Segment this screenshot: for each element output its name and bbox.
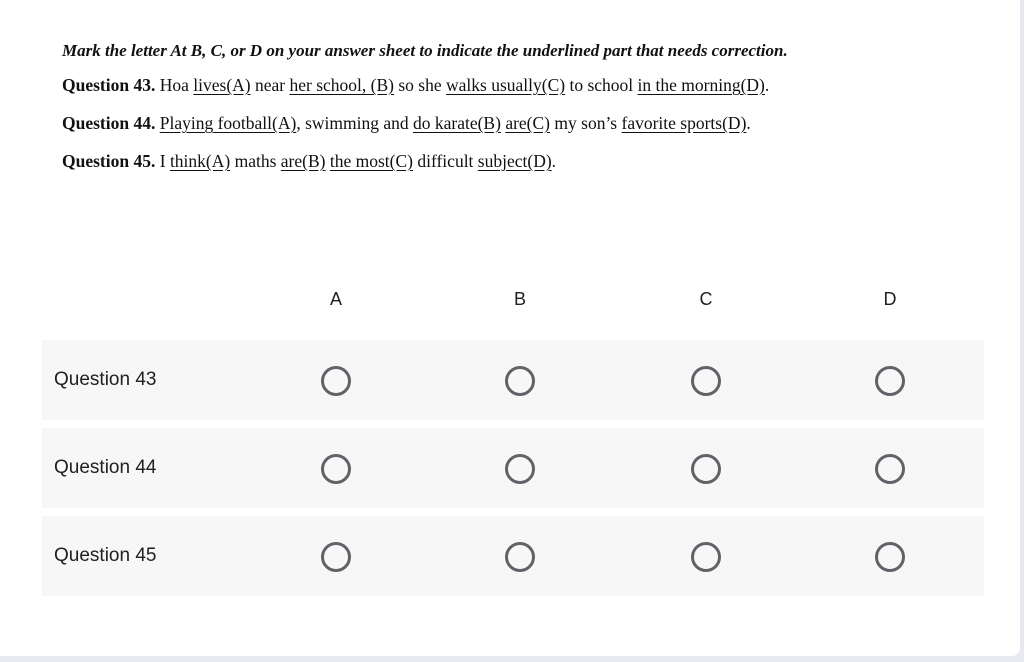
radio-button-unchecked-icon[interactable]: [321, 542, 351, 572]
underlined-option: in the morning(D): [637, 75, 765, 95]
answer-grid: [42, 270, 984, 566]
underlined-option: think(A): [169, 151, 231, 171]
question-fragment: .: [551, 151, 557, 171]
question-fragment: .: [764, 75, 770, 95]
column-header-b: B: [513, 289, 526, 309]
column-header-d: D: [883, 289, 897, 309]
question-fragment: Hoa: [155, 75, 194, 95]
column-header-a: A: [329, 289, 342, 309]
question-number: Question 44.: [62, 113, 156, 133]
radio-button-unchecked-icon[interactable]: [691, 366, 721, 396]
radio-button-unchecked-icon[interactable]: [505, 542, 535, 572]
row-label: Question 43: [54, 369, 157, 390]
radio-button-unchecked-icon[interactable]: [875, 454, 905, 484]
grid-row: [42, 516, 984, 596]
underlined-option: do karate(B): [412, 113, 501, 133]
question-fragment: so she: [394, 75, 447, 95]
question-2-text: [62, 111, 940, 136]
radio-button-unchecked-icon[interactable]: [505, 366, 535, 396]
underlined-option: are(B): [280, 151, 326, 171]
question-fragment: .: [746, 113, 751, 133]
question-fragment: I: [155, 151, 170, 171]
column-header-c: C: [699, 289, 713, 309]
grid-row: [42, 340, 984, 420]
question-fragment: maths: [230, 151, 281, 171]
grid-row: [42, 428, 984, 508]
underlined-option: are(C): [505, 113, 551, 133]
underlined-option: her school, (B): [289, 75, 394, 95]
underlined-option: the most(C): [329, 151, 413, 171]
question-fragment: difficult: [412, 151, 478, 171]
row-label: Question 45: [54, 545, 157, 566]
question-document: [62, 38, 940, 187]
radio-button-unchecked-icon[interactable]: [691, 542, 721, 572]
radio-button-unchecked-icon[interactable]: [691, 454, 721, 484]
question-fragment: near: [250, 75, 290, 95]
radio-button-unchecked-icon[interactable]: [875, 542, 905, 572]
radio-button-unchecked-icon[interactable]: [321, 366, 351, 396]
underlined-option: Playing football(A): [159, 113, 297, 133]
instructions: Mark the letter At B, C, or D on your answer sheet to indicate the underlined part that needs correction.: [62, 41, 788, 60]
question-number: Question 45.: [62, 151, 156, 171]
radio-button-unchecked-icon[interactable]: [321, 454, 351, 484]
question-fragment: , swimming and: [296, 113, 413, 133]
underlined-option: lives(A): [193, 75, 251, 95]
question-3-text: [62, 149, 940, 174]
question-fragment: my son’s: [550, 113, 622, 133]
grid-header: [42, 270, 984, 330]
underlined-option: walks usually(C): [446, 75, 566, 95]
question-1-text: [62, 73, 940, 98]
underlined-option: favorite sports(D): [621, 113, 747, 133]
question-fragment: to school: [565, 75, 638, 95]
radio-button-unchecked-icon[interactable]: [875, 366, 905, 396]
row-label: Question 44: [54, 457, 157, 478]
radio-button-unchecked-icon[interactable]: [505, 454, 535, 484]
question-number: Question 43.: [62, 75, 156, 95]
underlined-option: subject(D): [477, 151, 552, 171]
questions-text: [62, 73, 940, 174]
